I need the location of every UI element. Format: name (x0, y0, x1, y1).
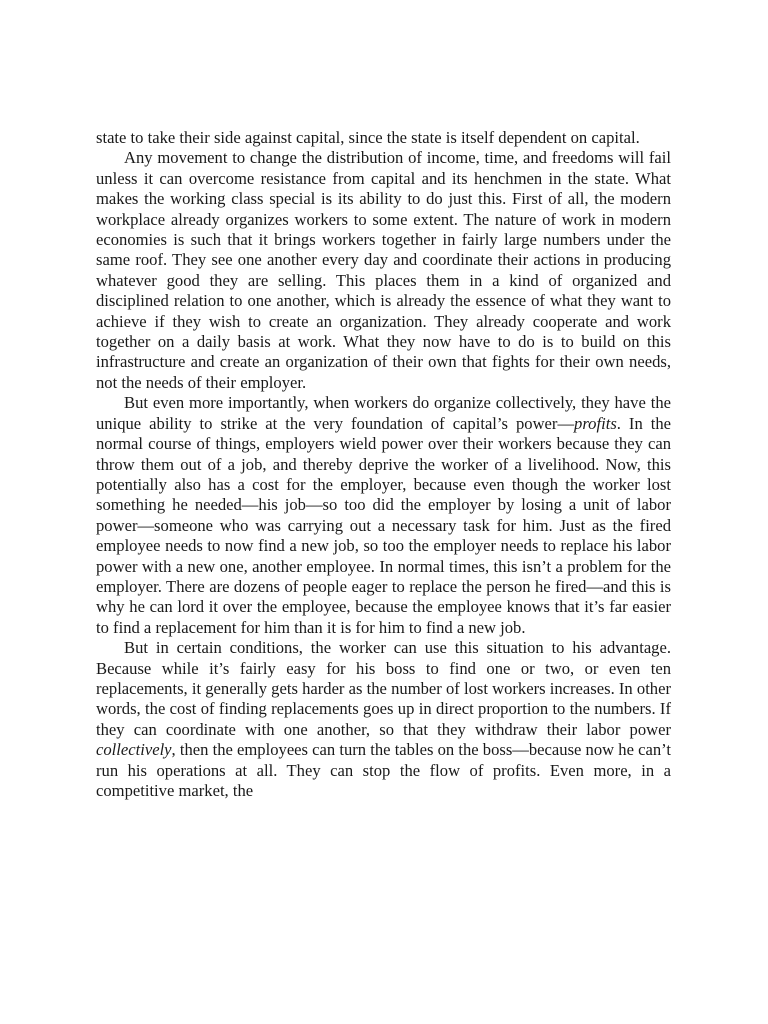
document-page (96, 128, 671, 801)
paragraph-3-emphasis-profits: profits (574, 413, 617, 433)
paragraph-3-text-b: . In the normal course of things, employers wield power over their workers because they can throw them out of a job, and thereby deprive the worker of a livelihood. Now, this potentially also has a cost for the employer, because even though the worker lost something he needed—his job—so too did the employer by losing a unit of labor power—someone who was carrying out a necessary task for him. Just as the fired employee needs to now find a new job, so too the employer needs to replace his labor power with a new one, another employee. In normal times, this isn’t a problem for the employer. There are dozens of people eager to replace the person he fired—and this is why he can lord it over the employee, because the employee knows that it’s far easier to find a replacement for him than it is for him to find a new job. (96, 413, 672, 637)
paragraph-4 (96, 638, 671, 801)
paragraph-4-emphasis-collectively: collectively (96, 740, 172, 760)
paragraph-3 (96, 393, 671, 638)
paragraph-4-text-b: , then the employees can turn the tables on the boss—because now he can’t run his operations at all. They can stop the flow of profits. Even more, in a competitive market, the (96, 740, 671, 800)
paragraph-1-text: state to take their side against capital, since the state is itself dependent on capital. (96, 128, 640, 147)
paragraph-4-text-a: But in certain conditions, the worker can use this situation to his advantage. Because while it’s fairly easy for his boss to find one or two, or even ten replacements, it generally gets harder as the number of lost workers increases. In other words, the cost of finding replacements goes up in direct proportion to the numbers. If they can coordinate with one another, so that they withdraw their labor power (96, 638, 671, 739)
paragraph-3-text-a: But even more importantly, when workers do organize collectively, they have the unique ability to strike at the very foundation of capital’s power— (96, 393, 671, 433)
paragraph-2-text: Any movement to change the distribution of income, time, and freedoms will fail unless it can overcome resistance from capital and its henchmen in the state. What makes the working class special is its ability to do just this. First of all, the modern workplace already organizes workers to some extent. The nature of work in modern economies is such that it brings workers together in fairly large numbers under the same roof. They see one another every day and coordinate their actions in producing whatever good they are selling. This places them in a kind of organized and disciplined relation to one another, which is already the essence of what they want to achieve if they wish to create an organization. They already cooperate and work together on a daily basis at work. What they now have to do is to build on this infrastructure and create an organization of their own that fights for their own needs, not the needs of their employer. (96, 148, 671, 392)
paragraph-1 (96, 128, 671, 148)
paragraph-2 (96, 148, 671, 393)
